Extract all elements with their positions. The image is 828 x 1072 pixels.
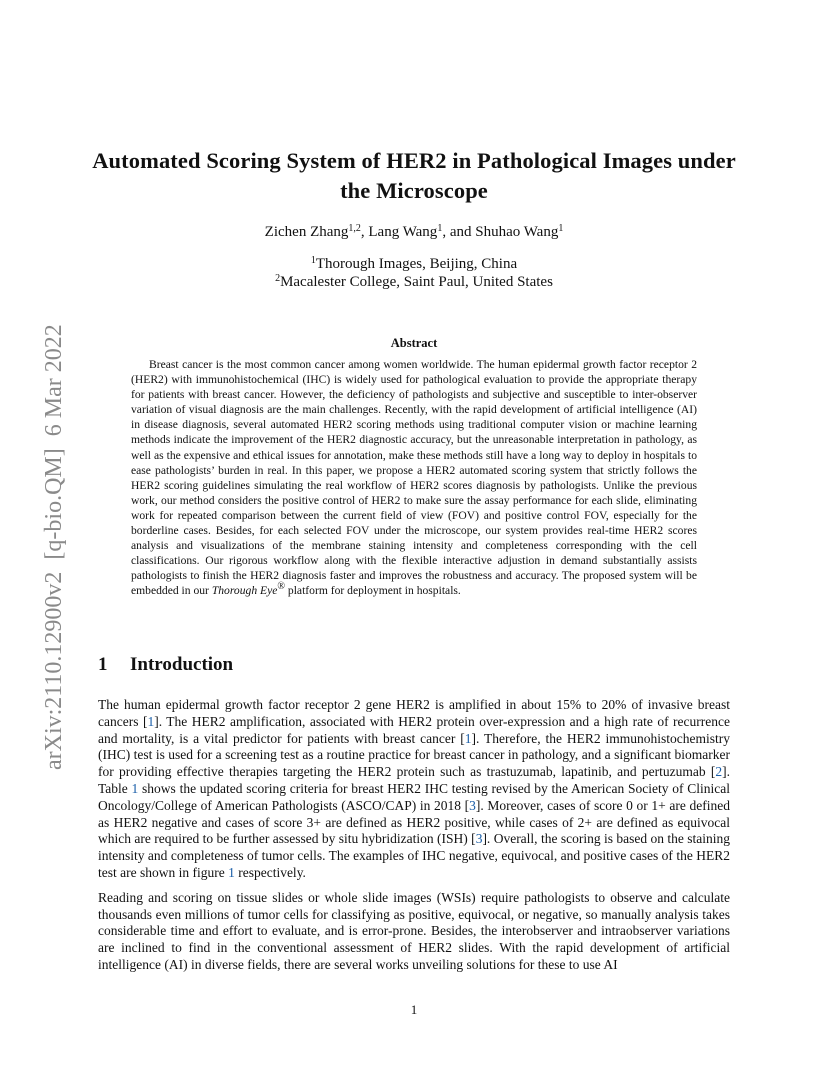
affiliation-mark: 2 xyxy=(275,273,281,284)
citation-link[interactable]: 2 xyxy=(715,764,723,780)
affiliation-text: Thorough Images, Beijing, China xyxy=(315,256,518,272)
affiliation-text: Macalester College, Saint Paul, United States xyxy=(280,274,553,290)
table-reference-link[interactable]: 1 xyxy=(131,780,139,796)
page-number: 1 xyxy=(410,1002,418,1017)
section-number: 1 xyxy=(98,654,108,675)
abstract-body xyxy=(131,357,697,599)
figure-reference-link[interactable]: 1 xyxy=(228,864,235,880)
body-text: The human epidermal growth factor receptor 2 gene HER2 is amplified in about 15% to 20% of invasive breast cancers [ xyxy=(98,697,730,729)
paragraph: Reading and scoring on tissue slides or whole slide images (WSIs) require pathologists to observe and calculate thousands even millions of tumor cells for classifying as positive, equivocal, or negative, so manually analysis takes considerable time and effort to evaluate, and is error-prone. Besides, the interobserver and intraobserver variations are inclined to find in the conventional assessment of HER2 slides. With the rapid development of artificial intelligence (AI) in diverse fields, there are several works unveiling solutions for these to use AI xyxy=(98,889,730,972)
body-text: ]. Therefore, the HER2 immunohistochemistry (IHC) test is used for a screening test as a routine practice for breast cancer in pathology, and a significant biomarker for providing effective therapies targeting the HER2 protein such as trastuzumab, lapatinib, and pertuzumab [ xyxy=(98,730,730,780)
citation-link[interactable]: 3 xyxy=(475,831,483,847)
affiliation-mark: 1 xyxy=(310,255,316,266)
body-text: ]. Overall, the scoring is based on the staining intensity and completeness of tumor cells. The examples of IHC negative, equivocal, and positive cases of the HER2 test are shown in figure xyxy=(98,831,730,880)
paragraph xyxy=(98,697,730,882)
author-name: Shuhao Wang xyxy=(475,224,559,240)
arxiv-identifier: arXiv:2110.12900v2 [q-bio.QM] 6 Mar 2022 xyxy=(41,324,67,770)
author-separator: , xyxy=(360,224,369,240)
author-name: Lang Wang xyxy=(368,224,438,240)
abstract-text: platform for deployment in hospitals. xyxy=(285,584,461,598)
abstract-text: Breast cancer is the most common cancer among women worldwide. The human epidermal growth factor receptor 2 (HER2) with immunohistochemical (IHC) is widely used for pathological evaluation to provide the appropriate therapy for patients with breast cancer. However, the deficiency of pathologists and subjective and susceptible to inter-observer variation of visual diagnosis are the main challenges. Recently, with the rapid development of artificial intelligence (AI) in disease diagnosis, several automated HER2 scoring methods using traditional computer vision or machine learning methods indicate the improvement of the HER2 diagnostic accuracy, but the unreasonable interpretation in pathology, as well as the expensive and ethical issues for annotation, make these methods still have a long way to deploy in hospitals to ease pathologists’ burden in real. In this paper, we propose a HER2 automated scoring system that strictly follows the HER2 scoring guidelines simulating the real workflow of HER2 scores diagnosis by pathologists. Unlike the previous work, our method considers the positive control of HER2 to make sure the assay performance for each slide, eliminating work for repeated comparison between the current field of view (FOV) and positive control FOV, especially for the borderline cases. Besides, for each selected FOV under the microscope, our system provides real-time HER2 scores analysis and visualizations of the membrane staining intensity and completeness corresponding with the cell classifications. Our rigorous workflow along with the flexible interactive adjustion in demand substantially assists pathologists to finish the HER2 diagnosis faster and improves the robustness and accuracy. The proposed system will be embedded in our xyxy=(131,358,697,598)
author-affiliation-mark: 1,2 xyxy=(348,223,361,234)
author-affiliation-mark: 1 xyxy=(558,223,564,234)
author-list xyxy=(0,222,828,242)
body-text: ]. Table xyxy=(98,764,730,796)
citation-link[interactable]: 1 xyxy=(464,730,472,746)
section-heading xyxy=(98,654,233,676)
affiliation xyxy=(0,254,828,274)
body-text: ]. Moreover, cases of score 0 or 1+ are defined as HER2 negative and cases of score 3+ are defined as HER2 positive, while cases of 2+ are defined as equivocal which are required to be further assessed by situ hybridization (ISH) [ xyxy=(98,797,730,847)
abstract-paragraph xyxy=(131,357,697,599)
body-text: ]. The HER2 amplification, associated with HER2 protein over-expression and a high rate of recurrence and mortality, is a vital predictor for patients with breast cancer [ xyxy=(98,713,730,746)
affiliation xyxy=(0,272,828,292)
citation-link[interactable]: 3 xyxy=(469,797,476,813)
body-text: shows the updated scoring criteria for breast HER2 IHC testing revised by the American Society of Clinical Oncology/College of American Pathologists (ASCO/CAP) in 2018 [ xyxy=(98,780,730,813)
paper-title: Automated Scoring System of HER2 in Pathological Images under the Microscope xyxy=(92,148,736,203)
citation-link[interactable]: 1 xyxy=(147,713,155,729)
author-separator: , and xyxy=(442,224,476,240)
introduction-body xyxy=(98,697,730,982)
author-affiliation-mark: 1 xyxy=(437,223,443,234)
author-name: Zichen Zhang xyxy=(264,224,349,240)
registered-mark: ® xyxy=(277,581,286,593)
platform-name: Thorough Eye xyxy=(211,584,278,598)
body-text: respectively. xyxy=(234,864,306,880)
section-title: Introduction xyxy=(130,654,234,675)
abstract-heading: Abstract xyxy=(390,336,438,350)
